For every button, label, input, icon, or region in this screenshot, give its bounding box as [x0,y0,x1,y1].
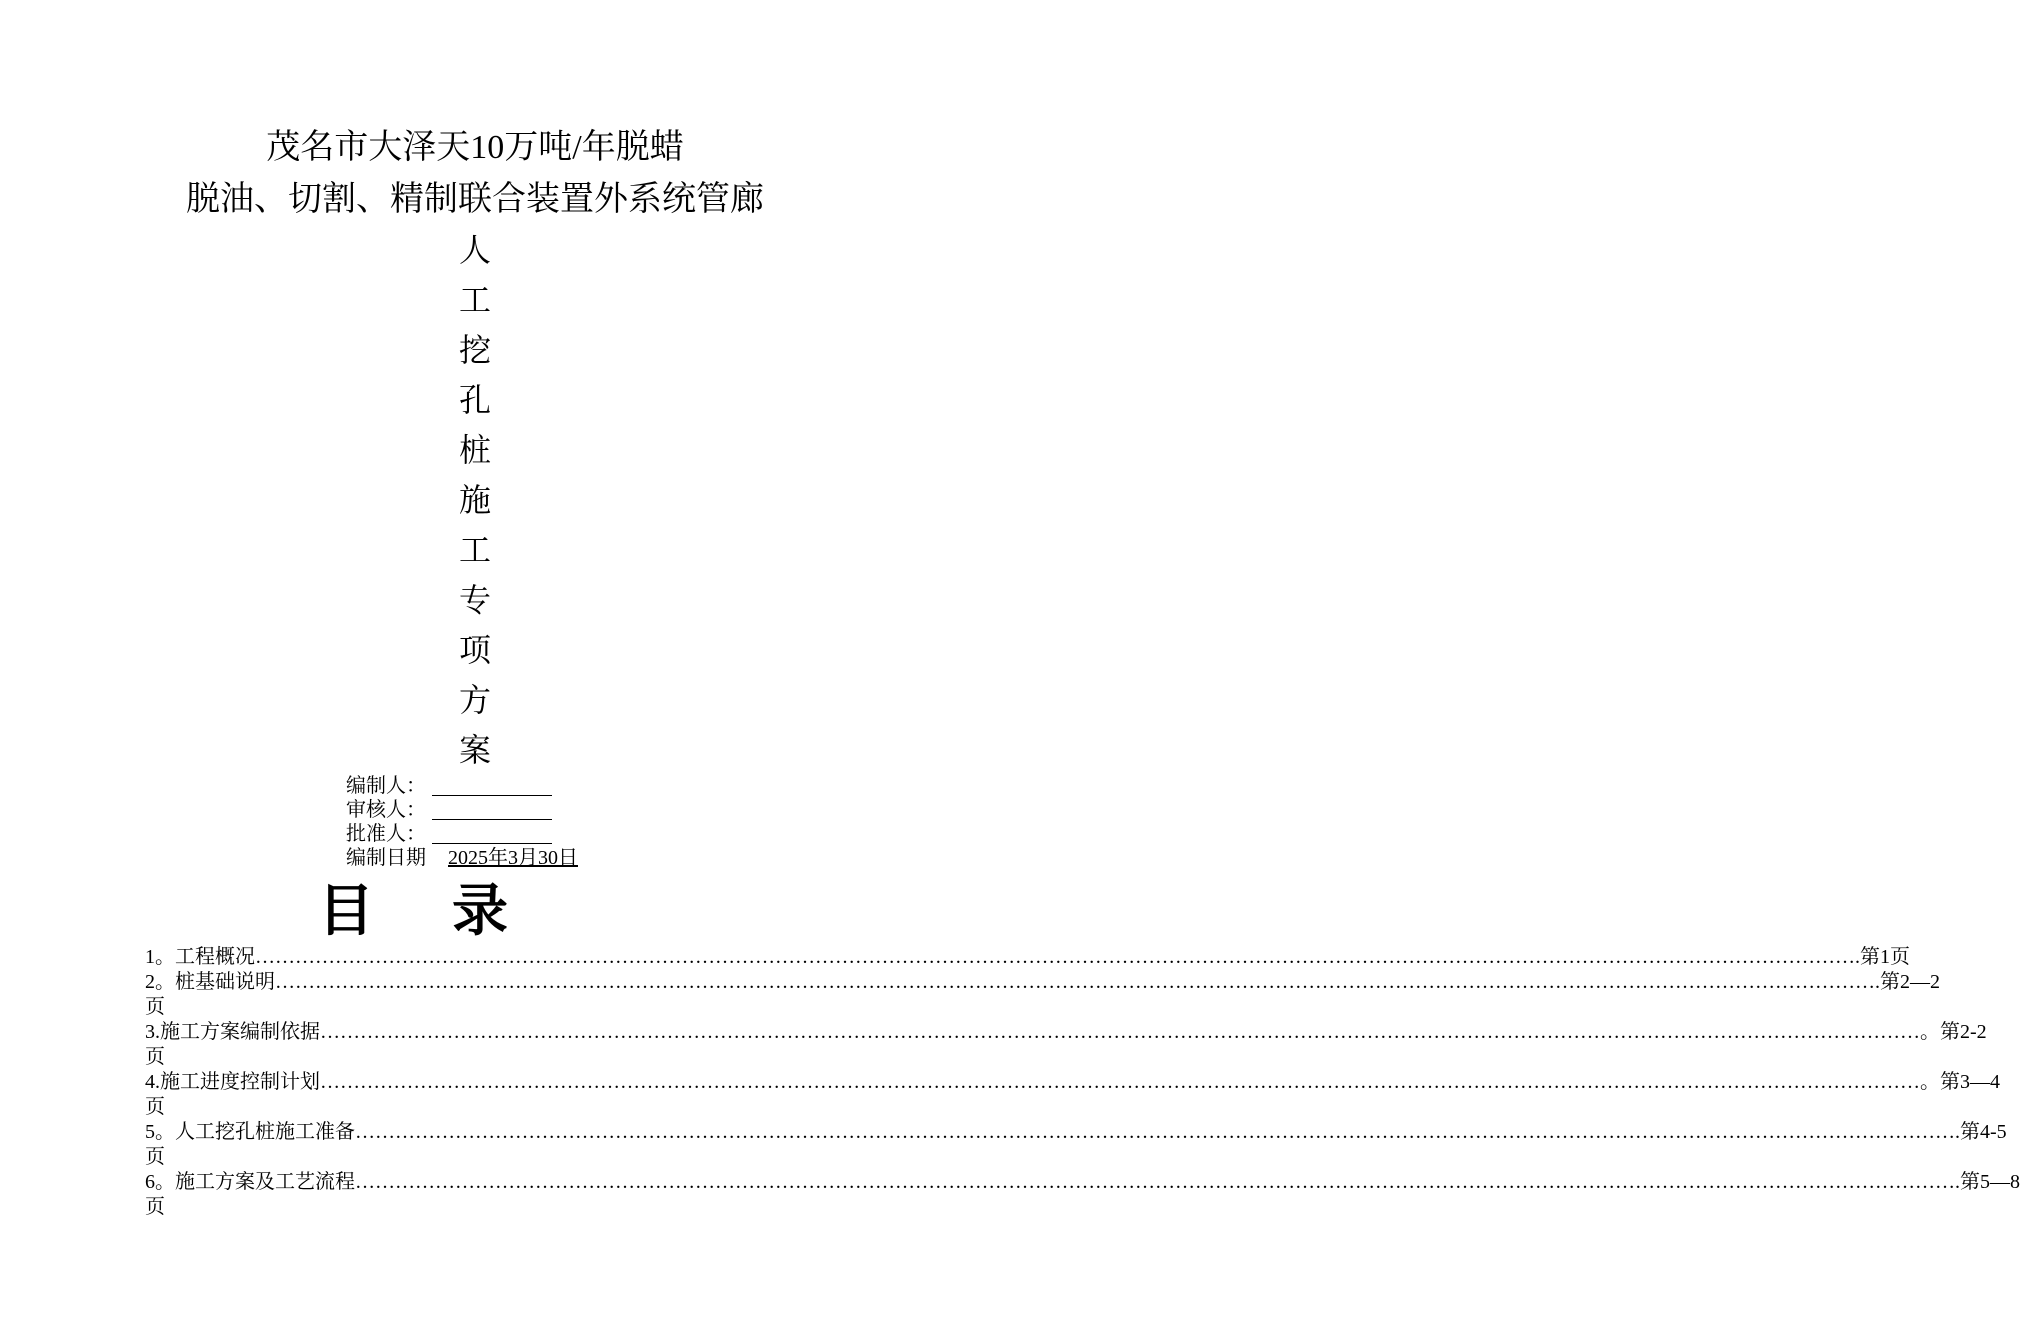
toc-item-label: 3.施工方案编制依据 [145,1021,320,1043]
reviewer-blank [432,798,552,820]
toc-item-page-tail: 页 [145,1096,165,1118]
toc-dot-leader: …………………………………………………………………………………………………………………………………………………………………………………………………………………… [275,971,1875,993]
toc-item[interactable] [145,945,1910,970]
toc-item-label: 5。人工挖孔桩施工准备 [145,1121,355,1143]
title-line-2: 脱油、切割、精制联合装置外系统管廊 [186,181,764,218]
approver-label: 批准人： [346,823,426,845]
approver-blank [432,822,552,844]
toc-dot-leader: …………………………………………………………………………………………………………………………………………………………………………………………………………………… [320,1071,1920,1093]
vertical-title-char: 孔 [458,382,491,418]
toc-item[interactable] [145,970,1940,1020]
vertical-title-char: 挖 [458,332,491,368]
toc-item-label: 2。桩基础说明 [145,971,275,993]
toc-item-page-tail: 页 [145,996,165,1018]
toc-item-page: .第2—2 [1875,971,1940,993]
toc-dot-leader: …………………………………………………………………………………………………………………………………………………………………………………………………………………… [355,1121,1955,1143]
toc-item-label: 6。施工方案及工艺流程 [145,1171,355,1193]
toc-dot-leader: …………………………………………………………………………………………………………………………………………………………………………………………………………………… [355,1171,1955,1193]
date-row [346,846,578,870]
vertical-title-char: 方 [458,682,491,718]
toc-item-page: .第5—8 [1955,1171,2020,1193]
compiler-blank [432,774,552,796]
compiler-label: 编制人： [346,775,426,797]
toc-item-page: 。第3—4 [1920,1071,2000,1093]
toc-heading [318,880,508,944]
vertical-title-char: 人 [458,232,491,268]
toc-item-page: .第1页 [1855,946,1910,968]
toc-item[interactable] [145,1020,1987,1070]
toc-item-label: 1。工程概况 [145,946,255,968]
toc-item-page-tail: 页 [145,1046,165,1068]
reviewer-row [346,798,552,822]
date-value: 2025年3月30日 [448,847,578,869]
toc-heading-char: 录 [452,879,508,944]
vertical-title-char: 桩 [458,432,491,468]
toc-item-page: .第4-5 [1955,1121,2007,1143]
title-line-1: 茂名市大泽天10万吨/年脱蜡 [266,129,684,166]
vertical-title-char: 工 [458,282,491,318]
date-label: 编制日期 [346,847,426,869]
toc-heading-char: 目 [318,879,374,944]
toc-item-page: 。第2-2 [1920,1021,1987,1043]
vertical-title-char: 施 [458,482,491,518]
compiler-row [346,774,552,798]
toc-item-page-tail: 页 [145,1196,165,1218]
vertical-title-char: 案 [458,732,491,768]
toc-item[interactable] [145,1170,2020,1220]
toc-dot-leader: …………………………………………………………………………………………………………………………………………………………………………………………………………………… [320,1021,1920,1043]
approver-row [346,822,552,846]
vertical-title-char: 专 [458,582,491,618]
reviewer-label: 审核人： [346,799,426,821]
vertical-title-char: 工 [458,532,491,568]
toc-item-label: 4.施工进度控制计划 [145,1071,320,1093]
toc-item-page-tail: 页 [145,1146,165,1168]
vertical-title-char: 项 [458,632,491,668]
toc-dot-leader: …………………………………………………………………………………………………………………………………………………………………………………………………………………… [255,946,1855,968]
toc-item[interactable] [145,1070,2000,1120]
toc-item[interactable] [145,1120,2007,1170]
